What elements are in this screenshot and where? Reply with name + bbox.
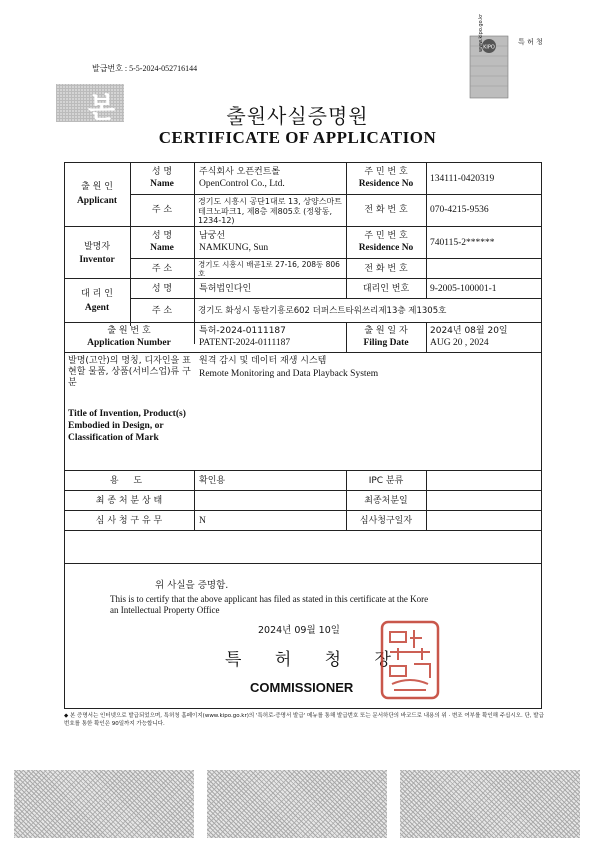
inventor-resno: 740115-2****** (430, 238, 495, 248)
final-status-label: 최 종 처 분 상 태 (95, 496, 163, 506)
applicant-resno-label-en: Residence No (358, 179, 414, 189)
office-name-en: COMMISSIONER (250, 680, 354, 695)
svg-text:KIPO: KIPO (483, 44, 495, 51)
title-english: CERTIFICATE OF APPLICATION (158, 128, 437, 147)
applicant-label-ko: 출 원 인 (81, 182, 113, 192)
filing-date-ko: 2024년 08월 20일 (430, 326, 508, 336)
agent-address: 경기도 화성시 동탄기흥로602 더퍼스트타워쓰리제13층 제1305호 (198, 306, 447, 316)
filing-date-label-en: Filing Date (363, 338, 409, 348)
title-korean: 출원사실증명원 (226, 104, 369, 128)
filing-date-label-ko: 출 원 일 자 (364, 326, 408, 336)
invention-title-ko: 원격 감시 및 데이터 재생 시스템 (199, 356, 327, 366)
agent-label-ko: 대 리 인 (81, 289, 113, 299)
watermark-char: 본 (88, 91, 116, 124)
application-number-ko: 특허-2024-0111187 (199, 326, 286, 336)
official-seal (380, 620, 440, 700)
office-name-ko: 특 허 청 장 (225, 650, 405, 670)
inventor-label-en: Inventor (79, 255, 115, 265)
exam-request-value: N (199, 516, 206, 526)
applicant-tel-label: 전 화 번 호 (364, 205, 408, 215)
inventor-name-label-ko: 성 명 (151, 231, 173, 241)
use-value: 확인용 (199, 476, 226, 486)
certify-en-line1: This is to certify that the above applicant has filed as stated in this certificate at the Kore (110, 594, 429, 604)
applicant-label-en: Applicant (76, 196, 118, 206)
agent-no-label: 대리인 번호 (362, 284, 410, 294)
certify-ko: 위 사실을 증명함. (155, 580, 229, 591)
ipc-label: IPC 분류 (368, 476, 404, 486)
applicant-resno: 134111-0420319 (430, 174, 495, 184)
applicant-addr-label: 주 소 (151, 205, 173, 215)
barcode-pattern-left (14, 770, 194, 838)
invention-label-ko: 발명(고안)의 명칭, 디자인을 표현할 물품, 상품(서비스업)류 구분 (68, 356, 191, 388)
certify-date: 2024년 09월 10일 (258, 625, 340, 636)
logo-url: www.kipo.go.kr (478, 13, 484, 52)
inventor-resno-label-ko: 주 민 번 호 (364, 231, 408, 241)
filing-date-en: AUG 20 , 2024 (430, 338, 489, 348)
exam-date-label: 심사청구일자 (359, 516, 413, 526)
applicant-name-label-ko: 성 명 (151, 167, 173, 177)
use-label: 용 도 (109, 476, 149, 486)
logo-text: 특 허 청 (518, 38, 543, 46)
inventor-label-ko: 발명자 (83, 242, 111, 252)
application-number-label-ko: 출 원 번 호 (107, 326, 151, 336)
inventor-name-ko: 남궁선 (199, 231, 226, 241)
exam-request-label: 심 사 청 구 유 무 (95, 516, 163, 526)
agent-label-en: Agent (84, 303, 110, 313)
agent-name-label: 성 명 (151, 284, 173, 294)
applicant-resno-label-ko: 주 민 번 호 (364, 167, 408, 177)
final-date-label: 최종처분일 (364, 496, 408, 506)
inventor-address: 경기도 시흥시 배곧1로 27-16, 208동 806호 (198, 260, 340, 278)
agent-addr-label: 주 소 (151, 306, 173, 316)
applicant-name-label-en: Name (150, 179, 174, 189)
applicant-name-en: OpenControl Co., Ltd. (199, 179, 285, 189)
issue-number: 발급번호 : 5-5-2024-052716144 (92, 64, 198, 73)
agent-name: 특허법인다인 (199, 284, 252, 294)
agent-number: 9-2005-100001-1 (430, 284, 497, 294)
certify-en-line2: an Intellectual Property Office (110, 605, 220, 615)
applicant-name-ko: 주식회사 오픈컨트롤 (199, 167, 281, 177)
barcode-pattern-middle (207, 770, 387, 838)
barcode-pattern-right (400, 770, 580, 838)
applicant-address: 경기도 시흥시 공단1대로 13, 상양스마트테크노파크1, 제8층 제805호 (정왕동, 1234-12) (198, 197, 342, 225)
applicant-tel: 070-4215-9536 (430, 205, 489, 215)
application-number-en: PATENT-2024-0111187 (199, 338, 291, 348)
application-number-label-en: Application Number (87, 338, 171, 348)
invention-label-en: Title of Invention, Product(s) Embodied in Design, or Classification of Mark (68, 409, 186, 443)
invention-title-en: Remote Monitoring and Data Playback System (199, 369, 379, 379)
inventor-resno-label-en: Residence No (358, 243, 414, 253)
inventor-name-en: NAMKUNG, Sun (199, 243, 269, 253)
footnote: ◆ 본 증명서는 인터넷으로 발급되었으며, 특허청 홈페이지(www.kipo.go.kr)의 '특허로-증명서 발급' 메뉴를 통해 발급번호 또는 문서하단의 바코드로 내용의 위 · 변조 여부를 확인해 주십시오. 단, 발급번호를 통한 확인은 90일까지 가능합니다. (64, 713, 544, 727)
inventor-name-label-en: Name (150, 243, 174, 253)
inventor-addr-label: 주 소 (151, 264, 173, 274)
inventor-tel-label: 전 화 번 호 (364, 264, 408, 274)
